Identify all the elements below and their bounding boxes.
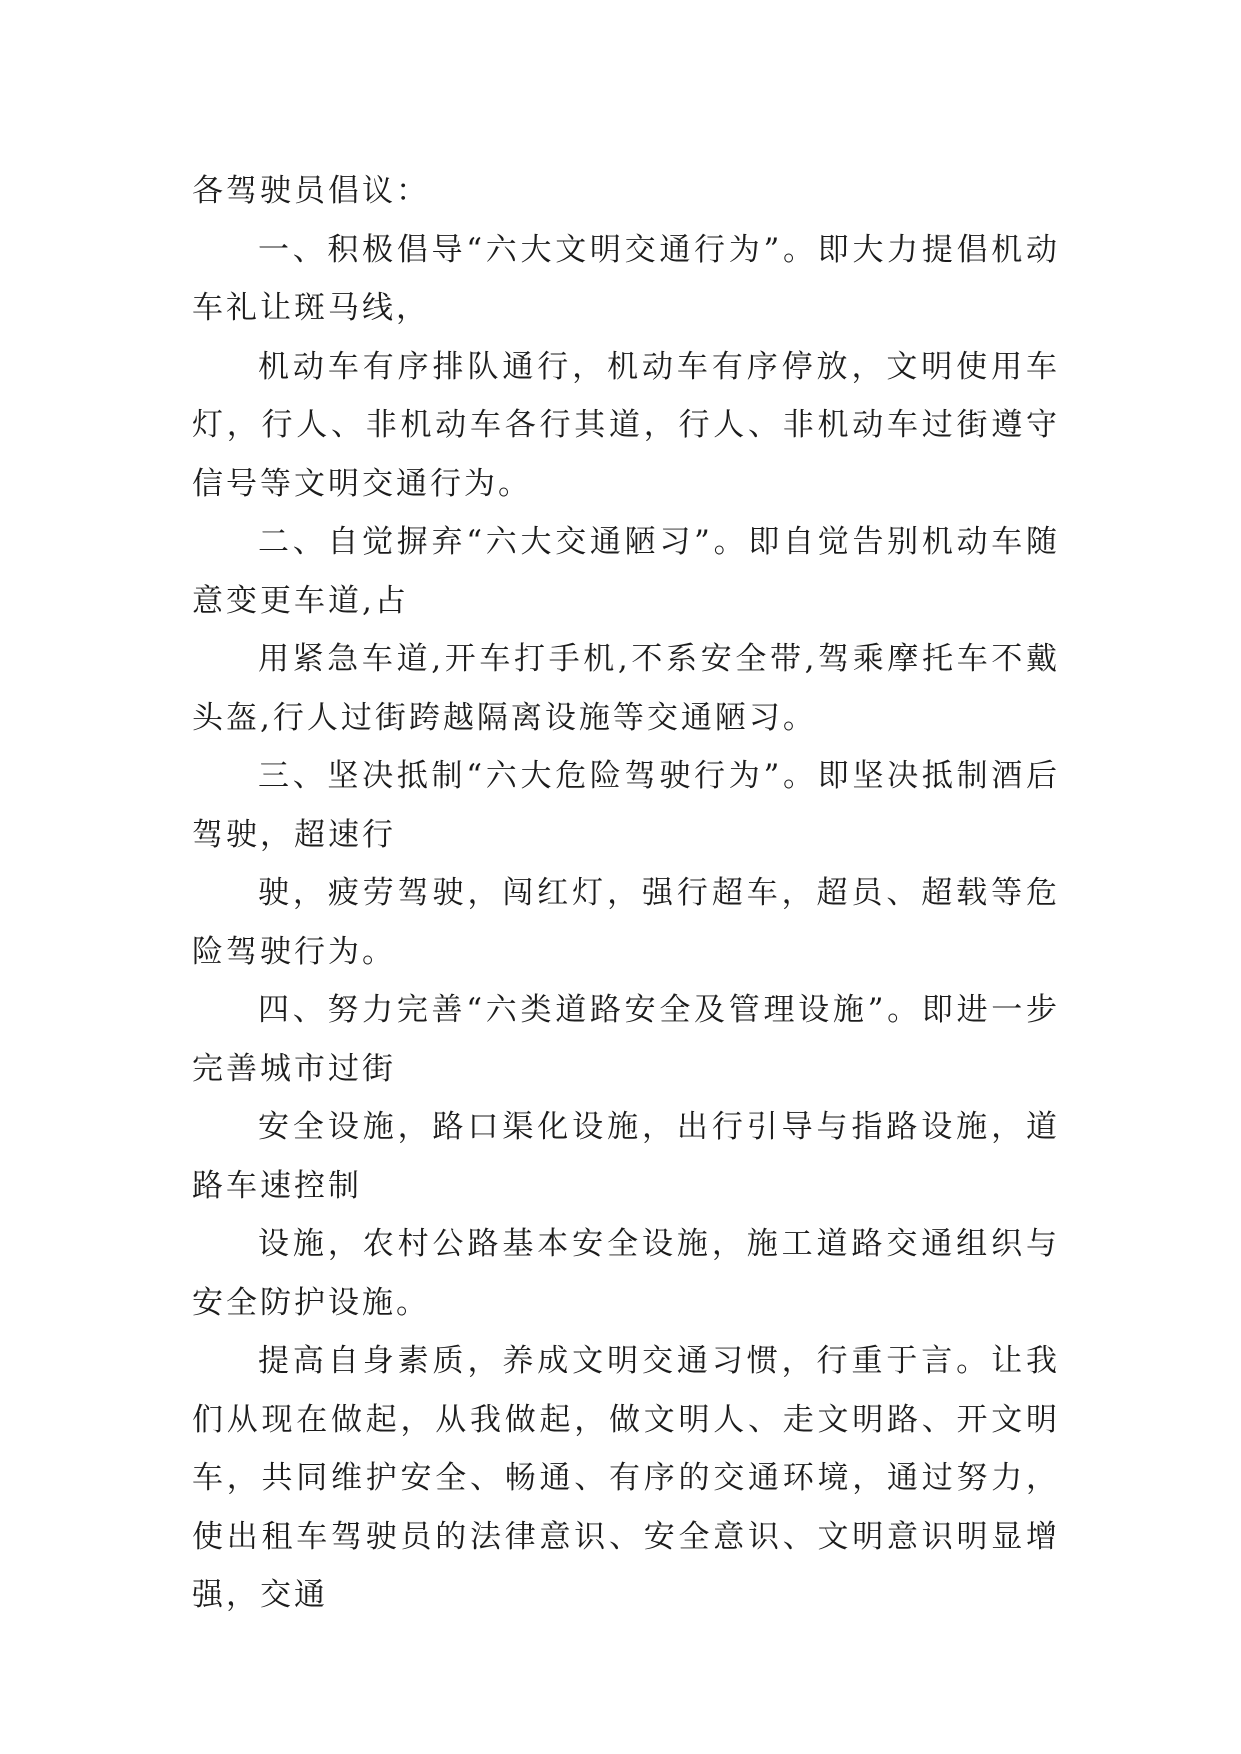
proposal-two-heading: 二、自觉摒弃“六大交通陋习”。即自觉告别机动车随意变更车道,占 [192,524,1060,619]
proposal-three-body: 驶，疲劳驾驶，闯红灯，强行超车，超员、超载等危险驾驶行为。 [192,875,1060,970]
proposal-one-body: 机动车有序排队通行，机动车有序停放，文明使用车灯，行人、非机动车各行其道，行人、非机动车过街遵守信号等文明交通行为。 [192,348,1060,502]
proposal-one-heading: 一、积极倡导“六大文明交通行为”。即大力提倡机动车礼让斑马线， [192,231,1060,326]
proposal-four-body-part1: 安全设施，路口渠化设施，出行引导与指路设施，道路车速控制 [192,1109,1060,1204]
document-body [192,162,1060,1625]
proposal-four-heading: 四、努力完善“六类道路安全及管理设施”。即进一步完善城市过街 [192,992,1060,1087]
greeting-line: 各驾驶员倡议： [192,173,430,209]
proposal-four-body-part2: 设施，农村公路基本安全设施，施工道路交通组织与安全防护设施。 [192,1226,1060,1321]
proposal-two-body: 用紧急车道,开车打手机,不系安全带,驾乘摩托车不戴头盔,行人过街跨越隔离设施等交通陋习。 [192,641,1060,736]
closing-paragraph: 提高自身素质，养成文明交通习惯，行重于言。让我们从现在做起，从我做起，做文明人、走文明路、开文明车，共同维护安全、畅通、有序的交通环境，通过努力，使出租车驾驶员的法律意识、安全意识、文明意识明显增强，交通 [192,1343,1060,1613]
proposal-three-heading: 三、坚决抵制“六大危险驾驶行为”。即坚决抵制酒后驾驶，超速行 [192,758,1060,853]
